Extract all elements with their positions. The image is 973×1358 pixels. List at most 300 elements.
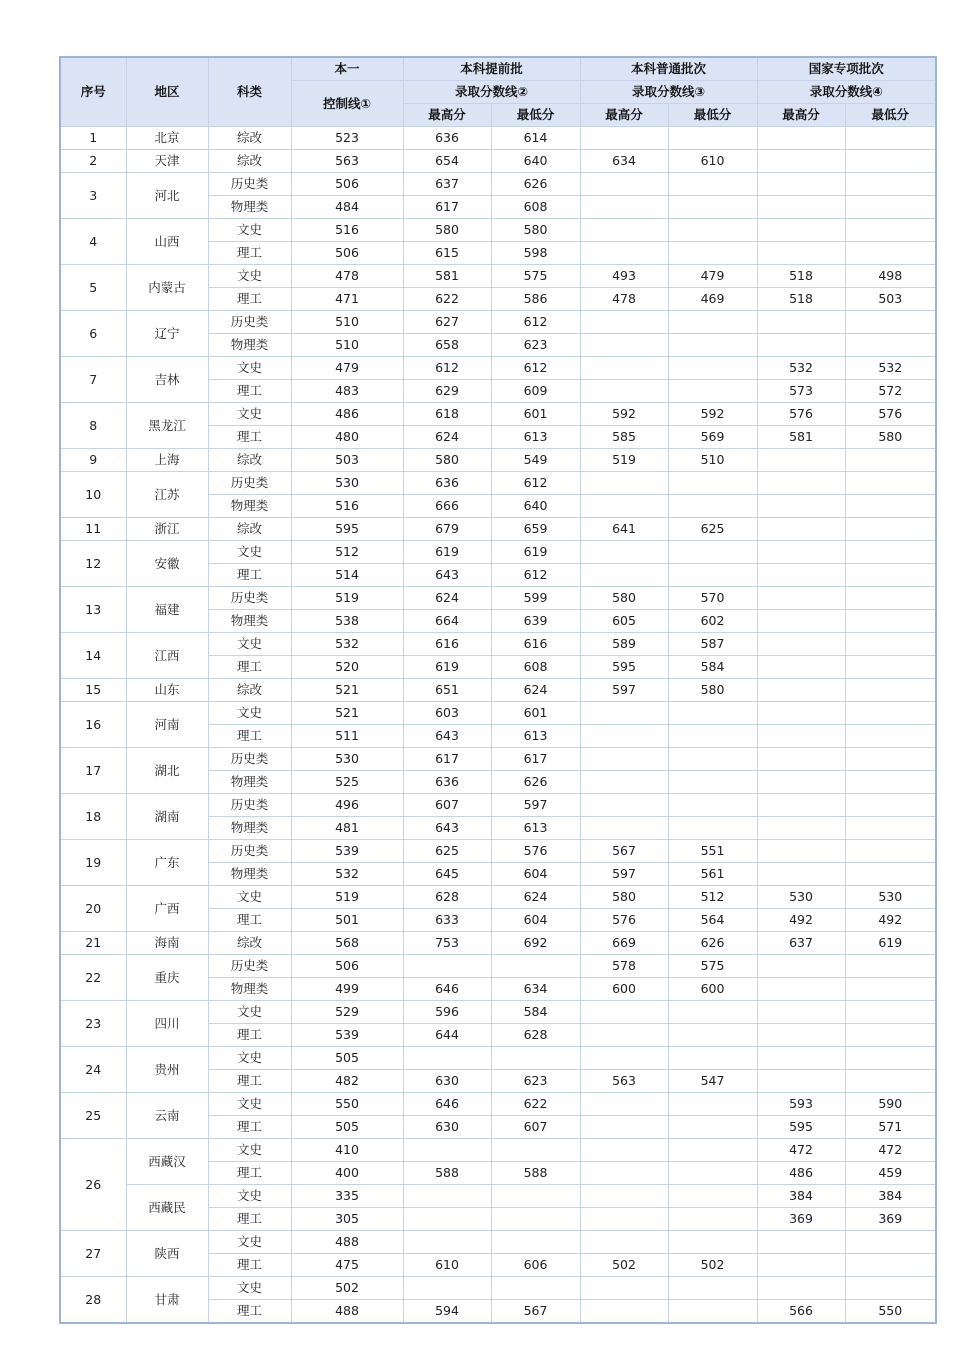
early-min-cell bbox=[491, 1139, 580, 1162]
early-min-cell: 628 bbox=[491, 1024, 580, 1047]
table-row bbox=[60, 840, 936, 863]
early-max-cell: 646 bbox=[403, 1093, 491, 1116]
special-max-cell bbox=[757, 472, 845, 495]
special-min-cell: 459 bbox=[845, 1162, 936, 1185]
early-min-cell bbox=[491, 1231, 580, 1254]
special-min-cell bbox=[845, 334, 936, 357]
special-max-cell bbox=[757, 610, 845, 633]
special-min-cell bbox=[845, 633, 936, 656]
regular-max-cell: 597 bbox=[580, 863, 668, 886]
regular-min-cell: 510 bbox=[668, 449, 757, 472]
index-cell: 26 bbox=[60, 1139, 126, 1231]
index-cell: 9 bbox=[60, 449, 126, 472]
admission-score-table bbox=[59, 56, 937, 1324]
early-min-cell: 598 bbox=[491, 242, 580, 265]
early-max-cell: 616 bbox=[403, 633, 491, 656]
category-cell: 文史 bbox=[208, 1185, 291, 1208]
regular-min-cell: 600 bbox=[668, 978, 757, 1001]
regular-min-cell bbox=[668, 127, 757, 150]
special-min-cell bbox=[845, 311, 936, 334]
control-line-cell: 595 bbox=[291, 518, 403, 541]
category-cell: 综改 bbox=[208, 932, 291, 955]
table-row bbox=[60, 472, 936, 495]
regular-max-cell bbox=[580, 242, 668, 265]
region-cell: 山东 bbox=[126, 679, 208, 702]
control-line-cell: 482 bbox=[291, 1070, 403, 1093]
special-max-cell: 472 bbox=[757, 1139, 845, 1162]
table-row bbox=[60, 219, 936, 242]
region-cell: 甘肃 bbox=[126, 1277, 208, 1324]
control-line-cell: 506 bbox=[291, 955, 403, 978]
table-row bbox=[60, 1139, 936, 1162]
regular-min-cell bbox=[668, 173, 757, 196]
early-max-cell: 627 bbox=[403, 311, 491, 334]
category-cell: 理工 bbox=[208, 909, 291, 932]
early-min-cell: 575 bbox=[491, 265, 580, 288]
early-min-cell bbox=[491, 1047, 580, 1070]
header-control-line-l2: 控制线① bbox=[291, 81, 403, 127]
early-min-cell: 624 bbox=[491, 679, 580, 702]
header-region: 地区 bbox=[126, 57, 208, 127]
regular-min-cell: 580 bbox=[668, 679, 757, 702]
regular-min-cell: 625 bbox=[668, 518, 757, 541]
early-min-cell bbox=[491, 1208, 580, 1231]
index-cell: 25 bbox=[60, 1093, 126, 1139]
early-min-cell bbox=[491, 955, 580, 978]
index-cell: 4 bbox=[60, 219, 126, 265]
index-cell: 14 bbox=[60, 633, 126, 679]
regular-min-cell bbox=[668, 541, 757, 564]
special-max-cell bbox=[757, 449, 845, 472]
index-cell: 24 bbox=[60, 1047, 126, 1093]
regular-min-cell bbox=[668, 1024, 757, 1047]
control-line-cell: 501 bbox=[291, 909, 403, 932]
control-line-cell: 484 bbox=[291, 196, 403, 219]
control-line-cell: 525 bbox=[291, 771, 403, 794]
early-max-cell: 645 bbox=[403, 863, 491, 886]
special-min-cell: 384 bbox=[845, 1185, 936, 1208]
special-max-cell bbox=[757, 219, 845, 242]
category-cell: 文史 bbox=[208, 1277, 291, 1300]
category-cell: 理工 bbox=[208, 288, 291, 311]
special-min-cell bbox=[845, 495, 936, 518]
special-max-cell bbox=[757, 242, 845, 265]
regular-min-cell: 575 bbox=[668, 955, 757, 978]
table-row bbox=[60, 886, 936, 909]
header-category: 科类 bbox=[208, 57, 291, 127]
index-cell: 27 bbox=[60, 1231, 126, 1277]
special-max-cell bbox=[757, 633, 845, 656]
regular-max-cell: 578 bbox=[580, 955, 668, 978]
early-max-cell bbox=[403, 1277, 491, 1300]
index-cell: 21 bbox=[60, 932, 126, 955]
special-min-cell bbox=[845, 1024, 936, 1047]
region-cell: 广东 bbox=[126, 840, 208, 886]
early-max-cell: 610 bbox=[403, 1254, 491, 1277]
control-line-cell: 503 bbox=[291, 449, 403, 472]
special-max-cell bbox=[757, 495, 845, 518]
special-max-cell: 530 bbox=[757, 886, 845, 909]
early-max-cell: 636 bbox=[403, 771, 491, 794]
special-max-cell: 486 bbox=[757, 1162, 845, 1185]
table-row bbox=[60, 1047, 936, 1070]
early-max-cell bbox=[403, 955, 491, 978]
category-cell: 理工 bbox=[208, 656, 291, 679]
index-cell: 19 bbox=[60, 840, 126, 886]
category-cell: 历史类 bbox=[208, 472, 291, 495]
regular-min-cell: 592 bbox=[668, 403, 757, 426]
index-cell: 3 bbox=[60, 173, 126, 219]
category-cell: 文史 bbox=[208, 1093, 291, 1116]
index-cell: 28 bbox=[60, 1277, 126, 1324]
category-cell: 历史类 bbox=[208, 311, 291, 334]
header-regular-max: 最高分 bbox=[580, 104, 668, 127]
special-min-cell: 550 bbox=[845, 1300, 936, 1324]
special-max-cell bbox=[757, 725, 845, 748]
special-min-cell: 472 bbox=[845, 1139, 936, 1162]
regular-min-cell bbox=[668, 334, 757, 357]
special-max-cell bbox=[757, 150, 845, 173]
regular-max-cell: 634 bbox=[580, 150, 668, 173]
regular-max-cell bbox=[580, 564, 668, 587]
table-row bbox=[60, 748, 936, 771]
control-line-cell: 483 bbox=[291, 380, 403, 403]
special-max-cell bbox=[757, 1277, 845, 1300]
region-cell: 福建 bbox=[126, 587, 208, 633]
category-cell: 理工 bbox=[208, 1300, 291, 1324]
regular-max-cell bbox=[580, 702, 668, 725]
control-line-cell: 480 bbox=[291, 426, 403, 449]
regular-min-cell bbox=[668, 1001, 757, 1024]
category-cell: 物理类 bbox=[208, 771, 291, 794]
early-min-cell: 604 bbox=[491, 863, 580, 886]
regular-min-cell bbox=[668, 380, 757, 403]
regular-max-cell bbox=[580, 1162, 668, 1185]
early-max-cell: 615 bbox=[403, 242, 491, 265]
region-cell: 西藏民 bbox=[126, 1185, 208, 1231]
regular-max-cell: 576 bbox=[580, 909, 668, 932]
table-row bbox=[60, 150, 936, 173]
early-max-cell: 636 bbox=[403, 472, 491, 495]
header-special-min: 最低分 bbox=[845, 104, 936, 127]
early-max-cell: 658 bbox=[403, 334, 491, 357]
special-max-cell: 576 bbox=[757, 403, 845, 426]
regular-max-cell: 589 bbox=[580, 633, 668, 656]
header-early-batch-l2: 录取分数线② bbox=[403, 81, 580, 104]
table-row bbox=[60, 518, 936, 541]
table-row bbox=[60, 1231, 936, 1254]
special-min-cell: 503 bbox=[845, 288, 936, 311]
control-line-cell: 529 bbox=[291, 1001, 403, 1024]
category-cell: 理工 bbox=[208, 380, 291, 403]
early-max-cell: 625 bbox=[403, 840, 491, 863]
early-min-cell: 549 bbox=[491, 449, 580, 472]
special-max-cell bbox=[757, 840, 845, 863]
regular-max-cell bbox=[580, 1139, 668, 1162]
early-max-cell: 617 bbox=[403, 748, 491, 771]
table-row bbox=[60, 357, 936, 380]
special-max-cell bbox=[757, 564, 845, 587]
region-cell: 江苏 bbox=[126, 472, 208, 518]
early-max-cell bbox=[403, 1185, 491, 1208]
header-early-max: 最高分 bbox=[403, 104, 491, 127]
category-cell: 综改 bbox=[208, 449, 291, 472]
category-cell: 文史 bbox=[208, 1231, 291, 1254]
category-cell: 综改 bbox=[208, 150, 291, 173]
early-max-cell: 580 bbox=[403, 219, 491, 242]
table-row bbox=[60, 265, 936, 288]
control-line-cell: 530 bbox=[291, 472, 403, 495]
category-cell: 理工 bbox=[208, 1116, 291, 1139]
category-cell: 理工 bbox=[208, 1070, 291, 1093]
regular-max-cell: 595 bbox=[580, 656, 668, 679]
special-min-cell bbox=[845, 587, 936, 610]
special-min-cell: 492 bbox=[845, 909, 936, 932]
category-cell: 历史类 bbox=[208, 840, 291, 863]
early-min-cell: 567 bbox=[491, 1300, 580, 1324]
region-cell: 贵州 bbox=[126, 1047, 208, 1093]
early-min-cell: 659 bbox=[491, 518, 580, 541]
category-cell: 理工 bbox=[208, 1254, 291, 1277]
early-max-cell: 654 bbox=[403, 150, 491, 173]
control-line-cell: 510 bbox=[291, 311, 403, 334]
early-max-cell bbox=[403, 1208, 491, 1231]
regular-min-cell bbox=[668, 1185, 757, 1208]
special-max-cell bbox=[757, 173, 845, 196]
regular-max-cell bbox=[580, 1208, 668, 1231]
regular-max-cell: 605 bbox=[580, 610, 668, 633]
category-cell: 理工 bbox=[208, 242, 291, 265]
regular-min-cell bbox=[668, 702, 757, 725]
regular-min-cell bbox=[668, 1116, 757, 1139]
early-max-cell: 637 bbox=[403, 173, 491, 196]
early-min-cell: 588 bbox=[491, 1162, 580, 1185]
table-row bbox=[60, 1093, 936, 1116]
category-cell: 综改 bbox=[208, 127, 291, 150]
early-max-cell: 643 bbox=[403, 564, 491, 587]
special-min-cell bbox=[845, 679, 936, 702]
special-min-cell bbox=[845, 1231, 936, 1254]
regular-max-cell bbox=[580, 1300, 668, 1324]
region-cell: 海南 bbox=[126, 932, 208, 955]
control-line-cell: 523 bbox=[291, 127, 403, 150]
regular-max-cell bbox=[580, 725, 668, 748]
early-min-cell: 601 bbox=[491, 403, 580, 426]
regular-min-cell bbox=[668, 1277, 757, 1300]
regular-min-cell bbox=[668, 472, 757, 495]
regular-max-cell bbox=[580, 817, 668, 840]
header-early-min: 最低分 bbox=[491, 104, 580, 127]
early-min-cell: 584 bbox=[491, 1001, 580, 1024]
special-max-cell bbox=[757, 656, 845, 679]
special-min-cell: 369 bbox=[845, 1208, 936, 1231]
special-min-cell bbox=[845, 1277, 936, 1300]
special-max-cell: 637 bbox=[757, 932, 845, 955]
special-min-cell bbox=[845, 127, 936, 150]
early-min-cell: 619 bbox=[491, 541, 580, 564]
regular-min-cell bbox=[668, 1093, 757, 1116]
control-line-cell: 563 bbox=[291, 150, 403, 173]
table-row bbox=[60, 449, 936, 472]
special-max-cell: 593 bbox=[757, 1093, 845, 1116]
early-max-cell: 622 bbox=[403, 288, 491, 311]
control-line-cell: 400 bbox=[291, 1162, 403, 1185]
early-min-cell: 626 bbox=[491, 771, 580, 794]
index-cell: 22 bbox=[60, 955, 126, 1001]
control-line-cell: 550 bbox=[291, 1093, 403, 1116]
header-regular-batch-l2: 录取分数线③ bbox=[580, 81, 757, 104]
table-row bbox=[60, 794, 936, 817]
regular-max-cell: 592 bbox=[580, 403, 668, 426]
early-min-cell: 622 bbox=[491, 1093, 580, 1116]
early-min-cell: 623 bbox=[491, 1070, 580, 1093]
control-line-cell: 479 bbox=[291, 357, 403, 380]
regular-min-cell: 569 bbox=[668, 426, 757, 449]
regular-max-cell bbox=[580, 1093, 668, 1116]
control-line-cell: 488 bbox=[291, 1300, 403, 1324]
table-row bbox=[60, 587, 936, 610]
regular-min-cell: 602 bbox=[668, 610, 757, 633]
early-max-cell: 617 bbox=[403, 196, 491, 219]
special-max-cell bbox=[757, 679, 845, 702]
regular-max-cell: 600 bbox=[580, 978, 668, 1001]
region-cell: 河北 bbox=[126, 173, 208, 219]
regular-max-cell: 567 bbox=[580, 840, 668, 863]
regular-max-cell bbox=[580, 1277, 668, 1300]
table-row bbox=[60, 932, 936, 955]
control-line-cell: 516 bbox=[291, 219, 403, 242]
special-max-cell bbox=[757, 1231, 845, 1254]
region-cell: 山西 bbox=[126, 219, 208, 265]
header-regular-min: 最低分 bbox=[668, 104, 757, 127]
category-cell: 历史类 bbox=[208, 173, 291, 196]
early-max-cell bbox=[403, 1047, 491, 1070]
region-cell: 广西 bbox=[126, 886, 208, 932]
special-min-cell bbox=[845, 1070, 936, 1093]
category-cell: 理工 bbox=[208, 426, 291, 449]
header-control-line-l1: 本一 bbox=[291, 57, 403, 81]
header-special-batch-l1: 国家专项批次 bbox=[757, 57, 936, 81]
header-regular-batch-l1: 本科普通批次 bbox=[580, 57, 757, 81]
special-min-cell bbox=[845, 1047, 936, 1070]
early-min-cell: 616 bbox=[491, 633, 580, 656]
control-line-cell: 539 bbox=[291, 1024, 403, 1047]
regular-max-cell: 493 bbox=[580, 265, 668, 288]
special-min-cell: 619 bbox=[845, 932, 936, 955]
control-line-cell: 520 bbox=[291, 656, 403, 679]
regular-min-cell: 547 bbox=[668, 1070, 757, 1093]
control-line-cell: 516 bbox=[291, 495, 403, 518]
table-header bbox=[60, 57, 936, 127]
special-min-cell: 571 bbox=[845, 1116, 936, 1139]
region-cell: 北京 bbox=[126, 127, 208, 150]
category-cell: 文史 bbox=[208, 886, 291, 909]
region-cell: 湖南 bbox=[126, 794, 208, 840]
regular-max-cell: 519 bbox=[580, 449, 668, 472]
category-cell: 物理类 bbox=[208, 334, 291, 357]
table-row bbox=[60, 541, 936, 564]
early-max-cell: 628 bbox=[403, 886, 491, 909]
regular-min-cell bbox=[668, 495, 757, 518]
category-cell: 理工 bbox=[208, 1162, 291, 1185]
category-cell: 理工 bbox=[208, 1208, 291, 1231]
early-max-cell: 629 bbox=[403, 380, 491, 403]
early-max-cell: 636 bbox=[403, 127, 491, 150]
special-min-cell bbox=[845, 863, 936, 886]
early-max-cell: 664 bbox=[403, 610, 491, 633]
index-cell: 5 bbox=[60, 265, 126, 311]
regular-max-cell: 585 bbox=[580, 426, 668, 449]
index-cell: 12 bbox=[60, 541, 126, 587]
control-line-cell: 478 bbox=[291, 265, 403, 288]
early-max-cell: 633 bbox=[403, 909, 491, 932]
early-min-cell: 640 bbox=[491, 150, 580, 173]
special-max-cell: 532 bbox=[757, 357, 845, 380]
early-max-cell: 581 bbox=[403, 265, 491, 288]
regular-max-cell bbox=[580, 1024, 668, 1047]
category-cell: 文史 bbox=[208, 702, 291, 725]
special-max-cell bbox=[757, 541, 845, 564]
early-min-cell: 626 bbox=[491, 173, 580, 196]
control-line-cell: 505 bbox=[291, 1116, 403, 1139]
regular-max-cell bbox=[580, 1047, 668, 1070]
category-cell: 物理类 bbox=[208, 495, 291, 518]
early-min-cell: 608 bbox=[491, 656, 580, 679]
early-min-cell bbox=[491, 1277, 580, 1300]
special-min-cell bbox=[845, 702, 936, 725]
regular-min-cell: 551 bbox=[668, 840, 757, 863]
special-min-cell bbox=[845, 978, 936, 1001]
category-cell: 文史 bbox=[208, 357, 291, 380]
index-cell: 17 bbox=[60, 748, 126, 794]
regular-max-cell: 597 bbox=[580, 679, 668, 702]
table-row bbox=[60, 955, 936, 978]
regular-min-cell bbox=[668, 311, 757, 334]
special-max-cell bbox=[757, 334, 845, 357]
category-cell: 文史 bbox=[208, 1047, 291, 1070]
early-min-cell: 608 bbox=[491, 196, 580, 219]
regular-max-cell bbox=[580, 127, 668, 150]
early-min-cell: 604 bbox=[491, 909, 580, 932]
category-cell: 物理类 bbox=[208, 817, 291, 840]
early-max-cell: 643 bbox=[403, 817, 491, 840]
special-max-cell: 384 bbox=[757, 1185, 845, 1208]
category-cell: 文史 bbox=[208, 219, 291, 242]
early-min-cell: 601 bbox=[491, 702, 580, 725]
index-cell: 13 bbox=[60, 587, 126, 633]
special-min-cell bbox=[845, 219, 936, 242]
early-min-cell: 609 bbox=[491, 380, 580, 403]
table-row bbox=[60, 633, 936, 656]
special-max-cell bbox=[757, 1024, 845, 1047]
early-max-cell: 753 bbox=[403, 932, 491, 955]
early-max-cell: 580 bbox=[403, 449, 491, 472]
early-max-cell: 624 bbox=[403, 587, 491, 610]
control-line-cell: 475 bbox=[291, 1254, 403, 1277]
regular-max-cell bbox=[580, 771, 668, 794]
early-max-cell: 596 bbox=[403, 1001, 491, 1024]
special-min-cell: 580 bbox=[845, 426, 936, 449]
category-cell: 综改 bbox=[208, 518, 291, 541]
early-max-cell: 643 bbox=[403, 725, 491, 748]
index-cell: 7 bbox=[60, 357, 126, 403]
regular-min-cell bbox=[668, 219, 757, 242]
special-max-cell bbox=[757, 518, 845, 541]
index-cell: 20 bbox=[60, 886, 126, 932]
special-min-cell bbox=[845, 449, 936, 472]
control-line-cell: 514 bbox=[291, 564, 403, 587]
early-min-cell: 612 bbox=[491, 357, 580, 380]
